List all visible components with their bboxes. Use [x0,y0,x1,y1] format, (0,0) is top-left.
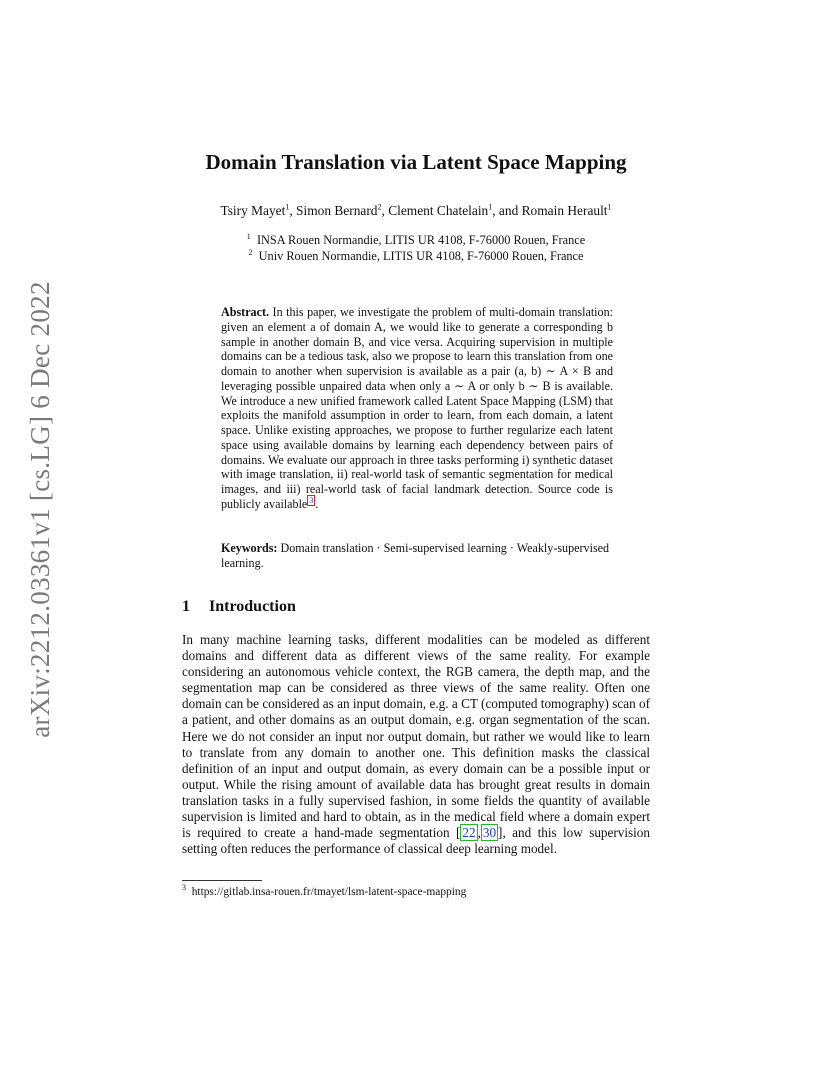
affiliation [150,232,682,248]
keywords-label: Keywords: [221,541,278,555]
author-name: Clement Chatelain [388,203,489,218]
author-affil-mark: 1 [285,202,290,212]
abstract-label: Abstract. [221,305,270,319]
citation-separator: , [477,825,481,841]
author-name: Romain Herault [521,203,608,218]
citation-link[interactable]: 22 [462,825,476,841]
affiliation [150,248,682,264]
footnote [182,883,467,898]
section-number: 1 [182,598,190,615]
citation-open: [ [455,825,461,841]
intro-text: In many machine learning tasks, different modalities can be modeled as different domains and different data as different views of the same reality. For example considering an autonomous vehicle context, the RGB camera, the depth map, and the segmentation map can be considered as three views of the same reality. Often one domain can be considered as an input domain, e.g. a CT (computed tomography) scan of a patient, and other domains as an output domain, e.g. organ segmentation of the scan. Here we do not consider an input nor output domain, but rather we would like to learn to translate from any domain to another one. This definition masks the classical definition of an input and output domain, as every domain can be a possible input or output. While the rising amount of available data has brought great results in domain translation tasks in a fully supervised fashion, in some fields the quantity of available supervision is limited and hard to obtain, as in the medical field where a domain expert is required to create a hand-made segmentation [182,632,650,841]
intro-paragraph [182,632,650,857]
author-affil-mark: 2 [377,202,382,212]
affiliation-text: INSA Rouen Normandie, LITIS UR 4108, F-76000 Rouen, France [256,233,586,247]
affiliation-mark: 2 [248,247,253,257]
abstract-text: In this paper, we investigate the problem of multi-domain translation: given an element a of domain A, we would like to generate a corresponding b sample in another domain B, and vice versa. Acquiring supervision in multiple domains can be a tedious task, also we propose to learn this translation from one domain to another when supervision is available as a pair (a, b) ∼ A × B and leveraging possible unpaired data when only a ∼ A or only b ∼ B is available. We introduce a new unified framework called Latent Space Mapping (LSM) that exploits the manifold assumption in order to learn, from each domain, a latent space. Unlike existing approaches, we propose to further regularize each latent space using available domains by learning each dependency between pairs of domains. We evaluate our approach in three tasks performing i) synthetic dataset with image translation, ii) real-world task of semantic segmentation for medical images, and iii) real-world task of facial landmark detection. Source code is publicly available [221,305,613,511]
affiliation-mark: 1 [246,231,251,241]
footnote-mark: 3 [182,883,186,893]
citation-close: ] [498,825,503,841]
author-affil-mark: 1 [488,202,493,212]
section-title: Introduction [209,598,296,615]
arxiv-identifier: arXiv:2212.03361v1 [cs.LG] 6 Dec 2022 [24,280,55,738]
keywords-text: Domain translation · Semi-supervised learning · Weakly-supervised learning. [221,541,610,570]
abstract [221,305,613,512]
author-name: Simon Bernard [296,203,378,218]
affiliation-text: Univ Rouen Normandie, LITIS UR 4108, F-76000 Rouen, France [258,249,584,263]
author-separator: , and [492,203,522,218]
affiliations [150,232,682,264]
footnote-divider [182,880,262,881]
author-name: Tsiry Mayet [220,203,286,218]
author-list: Tsiry Mayet$^1$, Simon Bernard$^2$, Clement Chatelain$^1$, and Romain Herault$^1$ [220,202,612,218]
footnote-link[interactable]: 3 [309,495,314,505]
abstract-text-end: . [315,496,319,511]
paper-title: Domain Translation via Latent Space Mapping [205,150,627,174]
footnote-url[interactable]: https://gitlab.insa-rouen.fr/tmayet/lsm-latent-space-mapping [191,886,467,898]
author-affil-mark: 1 [607,202,612,212]
intro-text-end: , and this low supervision setting often reduces the performance of classical deep learning model. [182,825,650,857]
keywords [221,541,613,571]
arxiv-sidebar [18,280,62,738]
citation-link[interactable]: 30 [482,825,497,841]
section-heading [182,598,296,616]
